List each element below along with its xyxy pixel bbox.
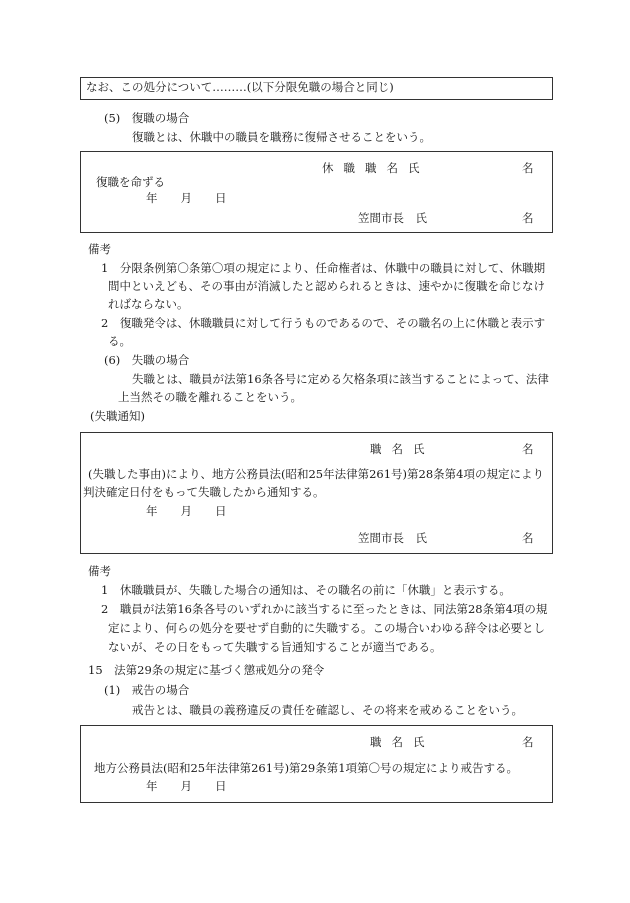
remarks-2-heading: 備考 [88,564,111,578]
reinstatement-signer: 笠間市長 氏 [358,211,427,225]
dismissal-name-line: 職名氏 [370,442,435,456]
reinstatement-name-line: 休職職名氏 [322,161,430,175]
remarks-2-item-2-line-3: ないが、その日をもって失職する旨通知することが適当である。 [108,640,442,654]
dismissal-body-line-1: (失職した事由)により、地方公務員法(昭和25年法律第261号)第28条第4項の規定により [88,467,544,481]
section-15-heading: 15 法第29条の規定に基づく懲戒処分の発令 [88,663,325,677]
reprimand-body: 地方公務員法(昭和25年法律第261号)第29条第1項第〇号の規定により戒告する。 [94,761,519,775]
section-6-heading: (6) 失職の場合 [104,353,190,367]
remarks-1-item-1-line-3: ればならない。 [108,297,189,311]
reprimand-name-line: 職名氏 [370,735,435,749]
remarks-1-heading: 備考 [88,242,111,256]
remarks-2-item-1: 1 休職職員が、失職した場合の通知は、その職名の前に「休職」と表示する。 [101,583,511,597]
dismissal-signer-suffix: 名 [522,531,534,545]
reinstatement-date: 年 月 日 [146,191,227,205]
section-6-definition-line-2: 上当然その職を離れることをいう。 [118,390,302,404]
remarks-1-item-2-line-2: る。 [108,334,131,348]
section-15-sub-1-definition: 戒告とは、職員の義務違反の責任を確認し、その将来を戒めることをいう。 [132,703,523,717]
section-6-definition-line-1: 失職とは、職員が法第16条各号に定める欠格条項に該当することによって、法律 [132,372,549,386]
dismissal-signer: 笠間市長 氏 [358,531,427,545]
remarks-1-item-1-line-1: 1 分限条例第〇条第〇項の規定により、任命権者は、休職中の職員に対して、休職期 [101,261,546,275]
dismissal-date: 年 月 日 [146,504,227,518]
section-5-definition: 復職とは、休職中の職員を職務に復帰させることをいう。 [132,130,431,144]
reprimand-date: 年 月 日 [146,779,227,793]
dismissal-notice-label: (失職通知) [90,409,145,423]
remarks-1-item-1-line-2: 間中といえども、その事由が消滅したと認められるときは、速やかに復職を命じなけ [108,279,545,293]
remarks-2-item-2-line-1: 2 職員が法第16条各号のいずれかに該当するに至ったときは、同法第28条第4項の規 [101,602,548,616]
section-15-sub-1-heading: (1) 戒告の場合 [104,683,190,697]
remarks-2-item-2-line-2: 定により、何らの処分を要せず自動的に失職する。この場合いわゆる辞令は必要とし [108,621,545,635]
section-5-heading: (5) 復職の場合 [104,111,190,125]
reinstatement-name-suffix: 名 [522,161,534,175]
reinstatement-signer-suffix: 名 [522,211,534,225]
remarks-1-item-2-line-1: 2 復職発令は、休職職員に対して行うものであるので、その職名の上に休職と表示す [101,316,546,330]
dismissal-name-suffix: 名 [522,442,534,456]
reprimand-name-suffix: 名 [522,735,534,749]
reinstatement-order-text: 復職を命ずる [96,175,165,189]
continuation-note: なお、この処分について………(以下分限免職の場合と同じ) [86,80,394,94]
dismissal-body-line-2: 判決確定日付をもって失職したから通知する。 [83,485,325,499]
